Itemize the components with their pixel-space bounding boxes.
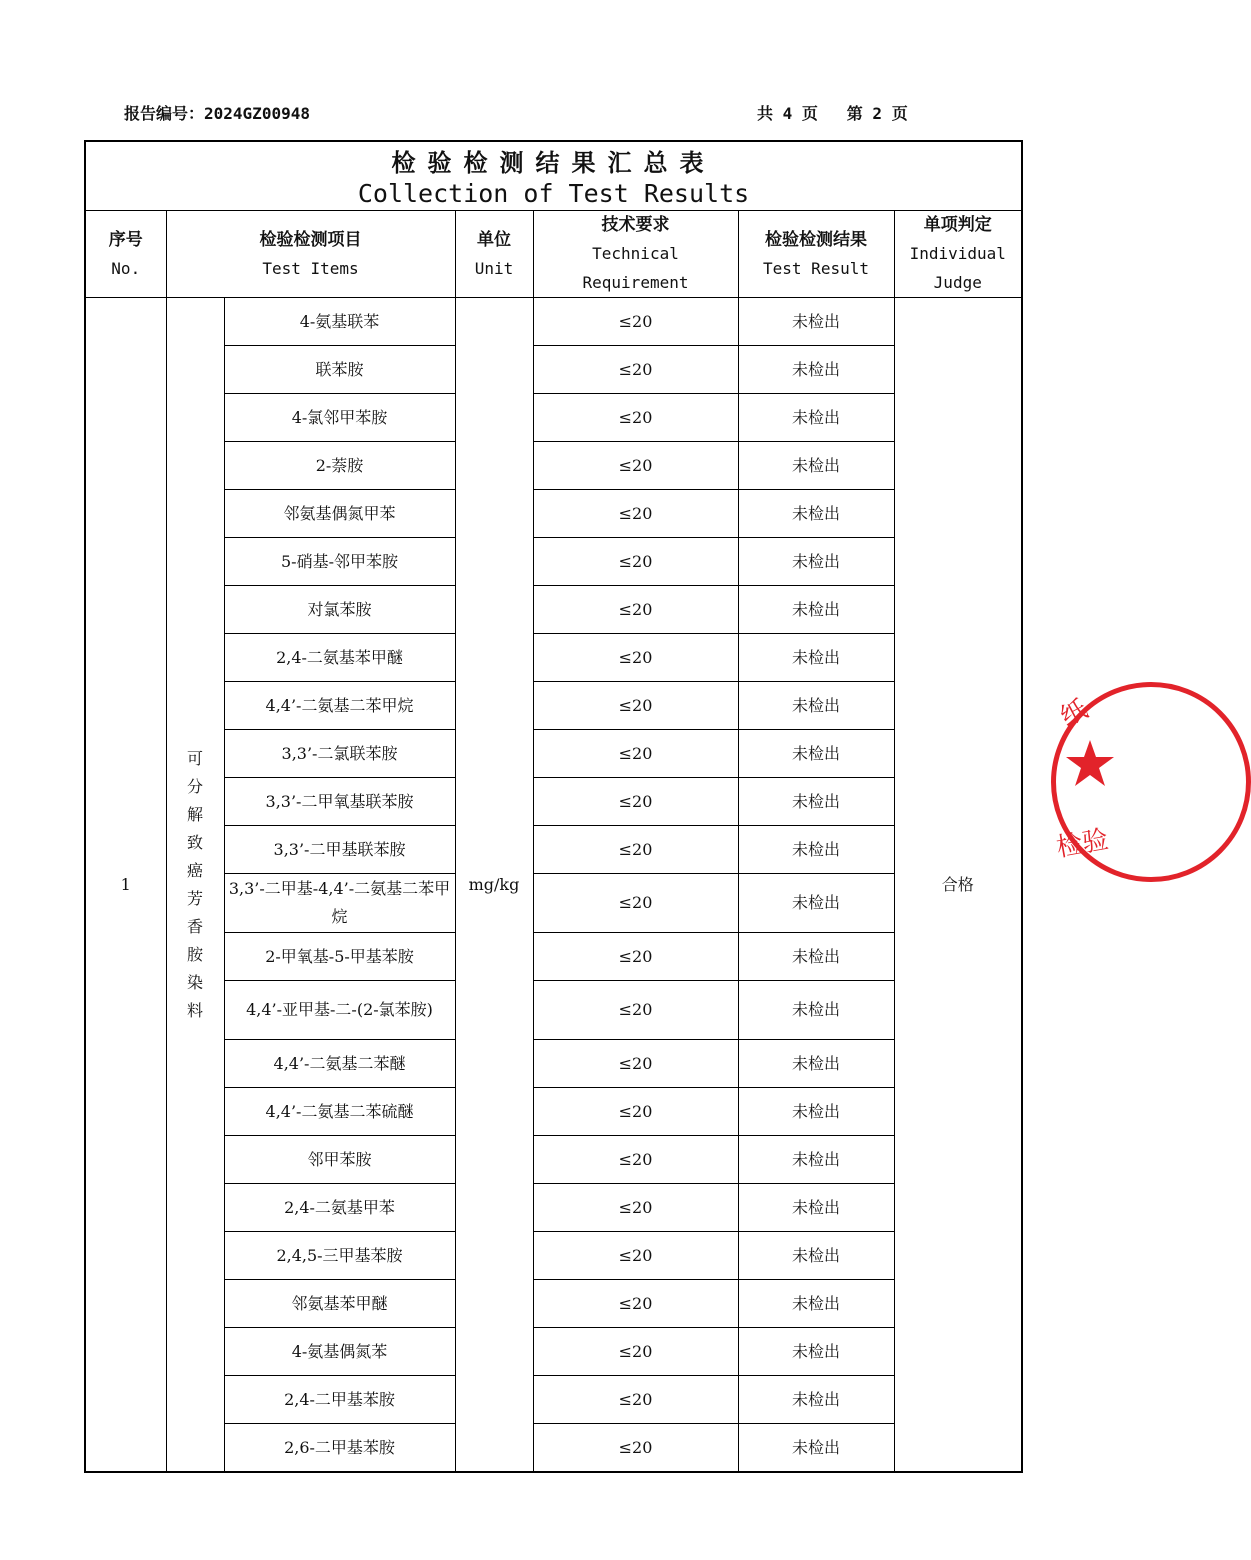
test-result: 未检出 [738, 933, 894, 981]
category-char: 胺 [186, 944, 203, 964]
test-result: 未检出 [738, 634, 894, 682]
test-result: 未检出 [738, 874, 894, 933]
test-result: 未检出 [738, 442, 894, 490]
group-number: 1 [85, 298, 166, 1473]
test-item: 2,6-二甲基苯胺 [224, 1424, 455, 1473]
technical-requirement: ≤20 [533, 874, 738, 933]
test-item: 3,3’-二甲基-4,4’-二氨基二苯甲烷 [224, 874, 455, 933]
test-item: 2-萘胺 [224, 442, 455, 490]
table-row [85, 1184, 1022, 1232]
test-item: 4,4’-二氨基二苯硫醚 [224, 1088, 455, 1136]
col-header-requirement [533, 211, 738, 298]
col-header-result-en: Test Result [763, 258, 869, 278]
seal-text-bottom: 检验 [1054, 824, 1111, 864]
test-item: 4,4’-二氨基二苯甲烷 [224, 682, 455, 730]
technical-requirement: ≤20 [533, 1088, 738, 1136]
technical-requirement: ≤20 [533, 394, 738, 442]
technical-requirement: ≤20 [533, 682, 738, 730]
test-item: 5-硝基-邻甲苯胺 [224, 538, 455, 586]
test-item: 2,4,5-三甲基苯胺 [224, 1232, 455, 1280]
category-char: 癌 [186, 860, 203, 880]
test-result: 未检出 [738, 730, 894, 778]
col-header-no-cn: 序号 [108, 229, 143, 250]
test-item: 4,4’-二氨基二苯醚 [224, 1040, 455, 1088]
test-result: 未检出 [738, 1040, 894, 1088]
test-result: 未检出 [738, 490, 894, 538]
technical-requirement: ≤20 [533, 1280, 738, 1328]
test-result: 未检出 [738, 1424, 894, 1473]
category-char: 料 [186, 1000, 203, 1020]
table-row [85, 1232, 1022, 1280]
col-header-judge [894, 211, 1022, 298]
technical-requirement: ≤20 [533, 826, 738, 874]
test-item: 4-氯邻甲苯胺 [224, 394, 455, 442]
test-item: 联苯胺 [224, 346, 455, 394]
test-result: 未检出 [738, 682, 894, 730]
group-judgement: 合格 [894, 298, 1022, 1473]
technical-requirement: ≤20 [533, 1184, 738, 1232]
seal-star-icon [1065, 738, 1115, 788]
col-header-item-en: Test Items [262, 258, 359, 278]
table-row [85, 1040, 1022, 1088]
col-header-result [738, 211, 894, 298]
technical-requirement: ≤20 [533, 1424, 738, 1473]
table-row [85, 538, 1022, 586]
technical-requirement: ≤20 [533, 730, 738, 778]
col-header-no-en: No. [111, 258, 141, 278]
col-header-unit [455, 211, 533, 298]
technical-requirement: ≤20 [533, 538, 738, 586]
technical-requirement: ≤20 [533, 586, 738, 634]
category-char: 香 [186, 916, 203, 936]
technical-requirement: ≤20 [533, 933, 738, 981]
test-item: 2-甲氧基-5-甲基苯胺 [224, 933, 455, 981]
technical-requirement: ≤20 [533, 1376, 738, 1424]
test-item: 4-氨基偶氮苯 [224, 1328, 455, 1376]
table-title-en: Collection of Test Results [357, 179, 750, 208]
category-char: 可 [186, 748, 203, 768]
table-row [85, 1328, 1022, 1376]
test-item: 2,4-二氨基苯甲醚 [224, 634, 455, 682]
technical-requirement: ≤20 [533, 1232, 738, 1280]
test-result: 未检出 [738, 1232, 894, 1280]
test-item: 邻氨基偶氮甲苯 [224, 490, 455, 538]
test-item: 2,4-二甲基苯胺 [224, 1376, 455, 1424]
table-row [85, 874, 1022, 933]
test-item: 3,3’-二甲基联苯胺 [224, 826, 455, 874]
group-unit: mg/kg [455, 298, 533, 1473]
test-result: 未检出 [738, 1184, 894, 1232]
table-row [85, 490, 1022, 538]
table-row [85, 1280, 1022, 1328]
test-item: 2,4-二氨基甲苯 [224, 1184, 455, 1232]
test-item: 4-氨基联苯 [224, 298, 455, 346]
table-row [85, 1376, 1022, 1424]
test-result: 未检出 [738, 538, 894, 586]
category-char: 分 [186, 776, 203, 796]
technical-requirement: ≤20 [533, 634, 738, 682]
technical-requirement: ≤20 [533, 490, 738, 538]
col-header-judge-en2: Judge [933, 273, 982, 292]
table-row [85, 586, 1022, 634]
technical-requirement: ≤20 [533, 778, 738, 826]
technical-requirement: ≤20 [533, 981, 738, 1040]
report-number-label: 报告编号： [124, 104, 205, 123]
test-result: 未检出 [738, 346, 894, 394]
report-number-value: 2024GZ00948 [204, 104, 310, 123]
table-row [85, 778, 1022, 826]
category-char: 芳 [186, 888, 203, 908]
test-item: 对氯苯胺 [224, 586, 455, 634]
col-header-result-cn: 检验检测结果 [765, 229, 867, 250]
col-header-req-en2: Requirement [582, 273, 689, 292]
results-table [84, 140, 1023, 1473]
table-row [85, 394, 1022, 442]
col-header-no [85, 211, 166, 298]
test-result: 未检出 [738, 778, 894, 826]
category-char: 致 [186, 832, 203, 852]
report-number [124, 101, 310, 124]
test-result: 未检出 [738, 394, 894, 442]
test-result: 未检出 [738, 1376, 894, 1424]
col-header-req-en1: Technical [592, 244, 679, 263]
test-result: 未检出 [738, 1088, 894, 1136]
test-item: 邻氨基苯甲醚 [224, 1280, 455, 1328]
table-row [85, 346, 1022, 394]
table-title [85, 141, 1022, 211]
technical-requirement: ≤20 [533, 1328, 738, 1376]
technical-requirement: ≤20 [533, 442, 738, 490]
col-header-item-cn: 检验检测项目 [259, 229, 362, 250]
col-header-unit-en: Unit [474, 258, 514, 278]
test-result: 未检出 [738, 826, 894, 874]
test-result: 未检出 [738, 1280, 894, 1328]
table-title-cn: 检验检测结果汇总表 [391, 149, 716, 177]
test-result: 未检出 [738, 981, 894, 1040]
col-header-req-cn: 技术要求 [601, 215, 670, 235]
table-row [85, 933, 1022, 981]
group-category [166, 298, 224, 1473]
test-result: 未检出 [738, 1328, 894, 1376]
table-row [85, 981, 1022, 1040]
table-row [85, 1424, 1022, 1473]
technical-requirement: ≤20 [533, 298, 738, 346]
col-header-unit-cn: 单位 [477, 229, 511, 250]
test-item: 3,3’-二氯联苯胺 [224, 730, 455, 778]
table-row [85, 730, 1022, 778]
test-result: 未检出 [738, 298, 894, 346]
test-result: 未检出 [738, 586, 894, 634]
table-row [85, 298, 1022, 346]
technical-requirement: ≤20 [533, 1136, 738, 1184]
technical-requirement: ≤20 [533, 346, 738, 394]
col-header-item [166, 211, 455, 298]
technical-requirement: ≤20 [533, 1040, 738, 1088]
col-header-judge-cn: 单项判定 [923, 215, 992, 235]
category-char: 染 [186, 972, 203, 992]
table-row [85, 826, 1022, 874]
table-row [85, 1088, 1022, 1136]
test-result: 未检出 [738, 1136, 894, 1184]
seal-text-top: 纸 [1055, 694, 1093, 734]
table-row [85, 1136, 1022, 1184]
table-row [85, 682, 1022, 730]
category-char: 解 [186, 804, 203, 824]
test-item: 3,3’-二甲氧基联苯胺 [224, 778, 455, 826]
col-header-judge-en1: Individual [909, 244, 1006, 263]
page-info: 共 4 页 第 2 页 [757, 104, 908, 123]
table-row [85, 634, 1022, 682]
table-row [85, 442, 1022, 490]
test-item: 邻甲苯胺 [224, 1136, 455, 1184]
test-item: 4,4’-亚甲基-二-(2-氯苯胺) [224, 981, 455, 1040]
